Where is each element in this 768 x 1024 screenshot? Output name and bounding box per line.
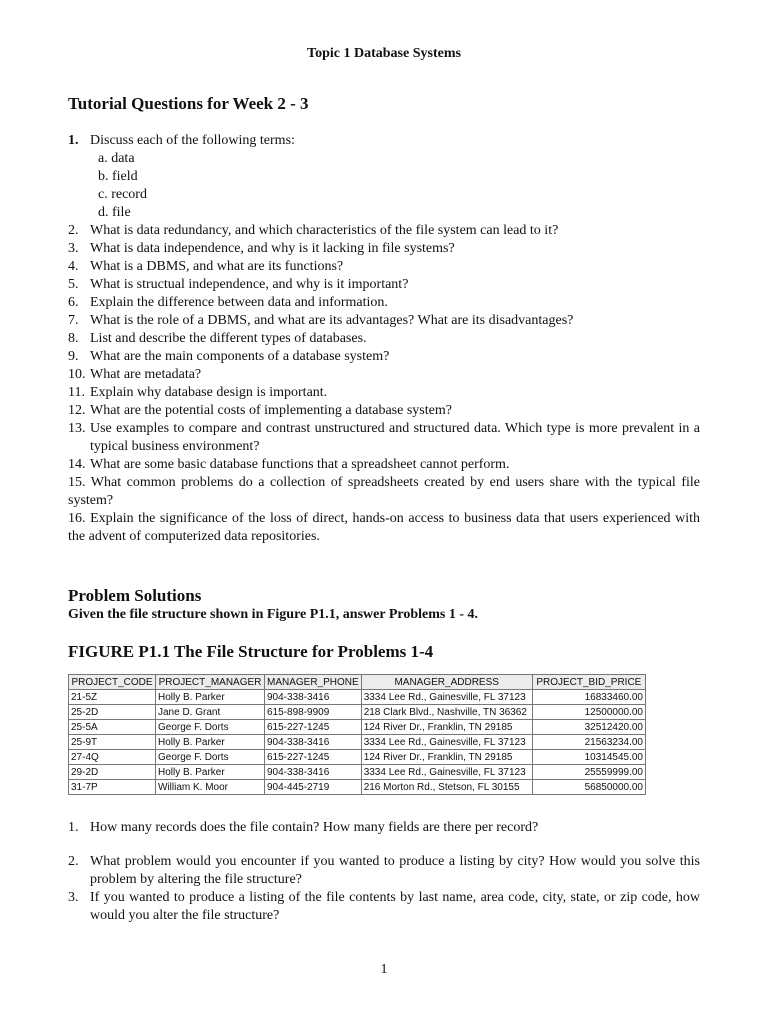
table-cell: Holly B. Parker: [156, 765, 265, 780]
question-number: 7.: [68, 313, 79, 328]
table-row: [69, 735, 646, 750]
question-text: What are some basic database functions that a spreadsheet cannot perform.: [90, 457, 510, 472]
table-cell: 218 Clark Blvd., Nashville, TN 36362: [361, 705, 532, 720]
table-cell: 27-4Q: [69, 750, 156, 765]
question-text: What is a DBMS, and what are its functions?: [90, 259, 344, 274]
problem-1: [68, 819, 700, 837]
question-number: 5.: [68, 277, 79, 292]
table-cell: George F. Dorts: [156, 720, 265, 735]
table-cell: 25-9T: [69, 735, 156, 750]
question-number: 14.: [68, 457, 86, 472]
question-text: Discuss each of the following terms:: [90, 133, 295, 148]
table-cell: Holly B. Parker: [156, 735, 265, 750]
table-cell: 124 River Dr., Franklin, TN 29185: [361, 720, 532, 735]
question-10: [68, 366, 700, 384]
question-13: [68, 420, 700, 456]
question-3: [68, 240, 700, 258]
column-header: MANAGER_PHONE: [265, 675, 362, 690]
table-cell: 3334 Lee Rd., Gainesville, FL 37123: [361, 690, 532, 705]
question-number: 3.: [68, 241, 79, 256]
question-text: What is data redundancy, and which characteristics of the file system can lead to it?: [90, 223, 559, 238]
question-14: [68, 456, 700, 474]
problem-instructions: Given the file structure shown in Figure P1.1, answer Problems 1 - 4.: [68, 607, 478, 622]
problem-list: [68, 819, 700, 925]
problem-number: 3.: [68, 890, 79, 905]
question-text: What are the potential costs of implementing a database system?: [90, 403, 452, 418]
problem-text: How many records does the file contain? How many fields are there per record?: [90, 820, 539, 835]
question-1-subitem: c. record: [98, 187, 147, 202]
question-number: 13.: [68, 421, 86, 436]
table-cell: 21563234.00: [532, 735, 645, 750]
table-cell: 124 River Dr., Franklin, TN 29185: [361, 750, 532, 765]
table-cell: 31-7P: [69, 780, 156, 795]
problem-2: [68, 853, 700, 889]
problem-number: 2.: [68, 854, 79, 869]
table-cell: 29-2D: [69, 765, 156, 780]
question-1: [68, 132, 700, 150]
question-5: [68, 276, 700, 294]
table-cell: William K. Moor: [156, 780, 265, 795]
table-cell: 904-445-2719: [265, 780, 362, 795]
question-number: 4.: [68, 259, 79, 274]
question-number: 1.: [68, 133, 79, 148]
question-number: 9.: [68, 349, 79, 364]
problem-3: [68, 889, 700, 925]
table-cell: 216 Morton Rd., Stetson, FL 30155: [361, 780, 532, 795]
problem-solutions-heading: Problem Solutions: [68, 586, 202, 605]
question-2: [68, 222, 700, 240]
table-cell: 10314545.00: [532, 750, 645, 765]
table-cell: 25-2D: [69, 705, 156, 720]
question-11: [68, 384, 700, 402]
tutorial-heading: Tutorial Questions for Week 2 - 3: [68, 94, 309, 113]
question-text: List and describe the different types of databases.: [90, 331, 367, 346]
file-structure-table: [68, 674, 646, 795]
table-cell: 32512420.00: [532, 720, 645, 735]
page-number: 1: [380, 962, 388, 977]
question-4: [68, 258, 700, 276]
question-text: What is structual independence, and why is it important?: [90, 277, 409, 292]
table-cell: 904-338-3416: [265, 765, 362, 780]
table-row: [69, 690, 646, 705]
question-text: Explain why database design is important.: [90, 385, 328, 400]
tutorial-question-list: [68, 132, 700, 546]
question-8: [68, 330, 700, 348]
question-number: 8.: [68, 331, 79, 346]
question-1-subitem: b. field: [98, 169, 138, 184]
problem-number: 1.: [68, 820, 79, 835]
column-header: PROJECT_CODE: [69, 675, 156, 690]
table-row: [69, 750, 646, 765]
table-row: [69, 780, 646, 795]
question-text: What are the main components of a database system?: [90, 349, 390, 364]
table-header-row: [69, 675, 646, 690]
table-cell: 21-5Z: [69, 690, 156, 705]
question-number: 2.: [68, 223, 79, 238]
question-number: 6.: [68, 295, 79, 310]
question-1-subitem: d. file: [98, 205, 131, 220]
question-6: [68, 294, 700, 312]
question-15: 15. What common problems do a collection of spreadsheets created by end users share with the typical file system?: [68, 475, 700, 508]
question-text: What is data independence, and why is it lacking in file systems?: [90, 241, 455, 256]
question-number: 12.: [68, 403, 86, 418]
table-cell: 615-898-9909: [265, 705, 362, 720]
table-cell: 615-227-1245: [265, 750, 362, 765]
table-cell: 56850000.00: [532, 780, 645, 795]
question-text: Use examples to compare and contrast unstructured and structured data. Which type is more prevalent in a typical business environment?: [90, 421, 700, 454]
table-cell: Holly B. Parker: [156, 690, 265, 705]
table-cell: 25-5A: [69, 720, 156, 735]
table-cell: 3334 Lee Rd., Gainesville, FL 37123: [361, 765, 532, 780]
question-text: What is the role of a DBMS, and what are its advantages? What are its disadvantages?: [90, 313, 574, 328]
table-cell: 12500000.00: [532, 705, 645, 720]
figure-title: FIGURE P1.1 The File Structure for Problems 1-4: [68, 642, 434, 661]
question-9: [68, 348, 700, 366]
table-cell: 904-338-3416: [265, 735, 362, 750]
column-header: PROJECT_MANAGER: [156, 675, 265, 690]
column-header: MANAGER_ADDRESS: [361, 675, 532, 690]
question-12: [68, 402, 700, 420]
problem-text: What problem would you encounter if you wanted to produce a listing by city? How would you solve this problem by altering the file structure?: [90, 854, 700, 887]
table-cell: 16833460.00: [532, 690, 645, 705]
table-cell: George F. Dorts: [156, 750, 265, 765]
question-1-subitem: a. data: [98, 151, 135, 166]
question-number: 10.: [68, 367, 86, 382]
question-16: 16. Explain the significance of the loss of direct, hands-on access to business data that users experienced with the advent of computerized data repositories.: [68, 511, 700, 544]
column-header: PROJECT_BID_PRICE: [532, 675, 645, 690]
table-row: [69, 765, 646, 780]
question-text: Explain the difference between data and information.: [90, 295, 388, 310]
table-cell: 904-338-3416: [265, 690, 362, 705]
question-number: 11.: [68, 385, 85, 400]
page-header-topic: Topic 1 Database Systems: [307, 46, 461, 61]
question-text: What are metadata?: [90, 367, 202, 382]
table-row: [69, 705, 646, 720]
problem-text: If you wanted to produce a listing of the file contents by last name, area code, city, state, or zip code, how would you alter the file structure?: [90, 890, 700, 923]
table-row: [69, 720, 646, 735]
table-cell: 25559999.00: [532, 765, 645, 780]
question-7: [68, 312, 700, 330]
table-cell: 615-227-1245: [265, 720, 362, 735]
table-cell: Jane D. Grant: [156, 705, 265, 720]
table-cell: 3334 Lee Rd., Gainesville, FL 37123: [361, 735, 532, 750]
